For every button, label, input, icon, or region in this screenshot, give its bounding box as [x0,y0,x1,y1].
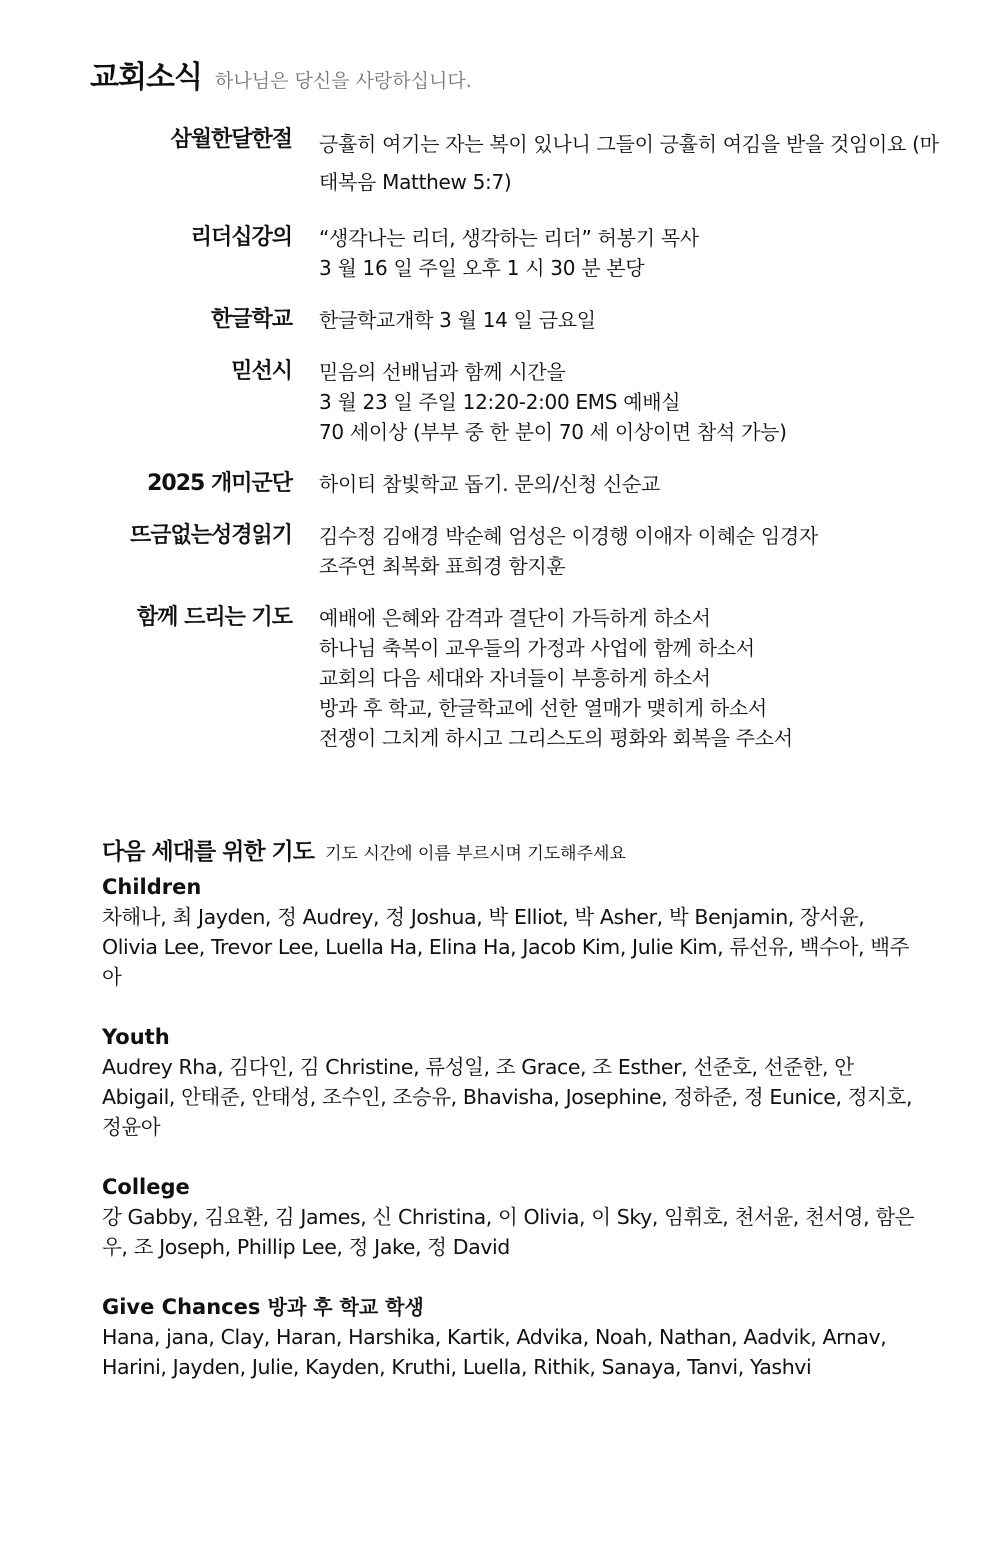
group-title [102,1172,932,1202]
news-label: 2025 개미군단 [147,471,292,496]
prayer-group-give-chances [102,1292,932,1382]
news-line: 방과 후 학교, 한글학교에 선한 열매가 맺히게 하소서 [319,696,767,720]
news-body [319,305,939,335]
news-line: 예배에 은혜와 감격과 결단이 가득하게 하소서 [319,606,711,630]
news-label: 믿선시 [231,359,292,384]
prayer-title: 다음 세대를 위한 기도 [102,839,314,865]
news-item-leadership [0,223,1000,283]
page-subtitle: 하나님은 당신을 사랑하십니다. [215,70,472,92]
group-title [102,1292,932,1322]
group-title [102,872,932,902]
news-body [319,469,939,499]
next-generation-prayer [102,833,932,1412]
news-label: 함께 드리는 기도 [136,605,292,630]
news-item-korean-school [0,305,1000,335]
group-title-text: Youth [102,1025,170,1049]
news-line: 3 월 16 일 주일 오후 1 시 30 분 본당 [319,256,645,280]
news-line: 긍휼히 여기는 자는 복이 있나니 그들이 긍휼히 여김을 받을 것임이요 (마태복음 Matthew 5:7) [319,132,939,194]
news-line: 3 월 23 일 주일 12:20-2:00 EMS 예배실 [319,390,681,414]
news-line: 한글학교개학 3 월 14 일 금요일 [319,308,596,332]
news-line: 하나님 축복이 교우들의 가정과 사업에 함께 하소서 [319,636,755,660]
news-line: 김수정 김애경 박순혜 엄성은 이경행 이애자 이혜순 임경자 [319,524,818,548]
news-label: 삼월한달한절 [170,127,292,152]
page-header [90,52,472,96]
news-line: 전쟁이 그치게 하시고 그리스도의 평화와 회복을 주소서 [319,726,793,750]
news-body [319,603,939,753]
news-line: “생각나는 리더, 생각하는 리더” 허봉기 목사 [319,226,699,250]
prayer-group-youth [102,1022,932,1142]
news-body [319,223,939,283]
news-item-bible-reading [0,521,1000,581]
news-line: 하이티 참빛학교 돕기. 문의/신청 신순교 [319,472,661,496]
church-news-list [0,125,1000,775]
news-line: 교회의 다음 세대와 자녀들이 부흥하게 하소서 [319,666,711,690]
prayer-group-children [102,872,932,992]
group-title [102,1022,932,1052]
news-item-joint-prayer [0,603,1000,753]
news-item-verse [0,125,1000,201]
news-item-seniors [0,357,1000,447]
prayer-group-college [102,1172,932,1262]
group-names: Audrey Rha, 김다인, 김 Christine, 류성일, 조 Grace, 조 Esther, 선준호, 선준한, 안 Abigail, 안태준, 안태성, 조수인, 조승유, Bhavisha, Josephine, 정하준, 정 Eunice, 정지호, 정윤아 [102,1055,913,1139]
news-label: 한글학교 [210,307,292,332]
group-names: 강 Gabby, 김요환, 김 James, 신 Christina, 이 Olivia, 이 Sky, 임휘호, 천서윤, 천서영, 함은우, 조 Joseph, Phillip Lee, 정 Jake, 정 David [102,1205,915,1259]
prayer-subtitle: 기도 시간에 이름 부르시며 기도해주세요 [325,844,626,864]
news-line: 70 세이상 (부부 중 한 분이 70 세 이상이면 참석 가능) [319,420,787,444]
news-body [319,125,939,201]
news-body [319,521,939,581]
group-title-korean: 방과 후 학교 학생 [267,1295,424,1319]
news-label: 뜨금없는성경읽기 [129,523,292,548]
group-names: Hana, jana, Clay, Haran, Harshika, Kartik, Advika, Noah, Nathan, Aadvik, Arnav, Harini, Jayden, Julie, Kayden, Kruthi, Luella, Rithik, Sanaya, Tanvi, Yashvi [102,1325,887,1379]
news-body [319,357,939,447]
news-line: 믿음의 선배님과 함께 시간을 [319,360,566,384]
page-title: 교회소식 [90,60,202,95]
group-names: 차해나, 최 Jayden, 정 Audrey, 정 Joshua, 박 Elliot, 박 Asher, 박 Benjamin, 장서윤, Olivia Lee, Trevor Lee, Luella Ha, Elina Ha, Jacob Kim, Julie Kim, 류선유, 백수아, 백주아 [102,905,910,989]
group-title-text: College [102,1175,190,1199]
news-line: 조주연 최복화 표희경 함지훈 [319,554,566,578]
group-title-text: Children [102,875,202,899]
news-item-ant-army [0,469,1000,499]
group-title-text: Give Chances [102,1295,261,1319]
prayer-header [102,833,932,866]
news-label: 리더십강의 [190,225,292,250]
